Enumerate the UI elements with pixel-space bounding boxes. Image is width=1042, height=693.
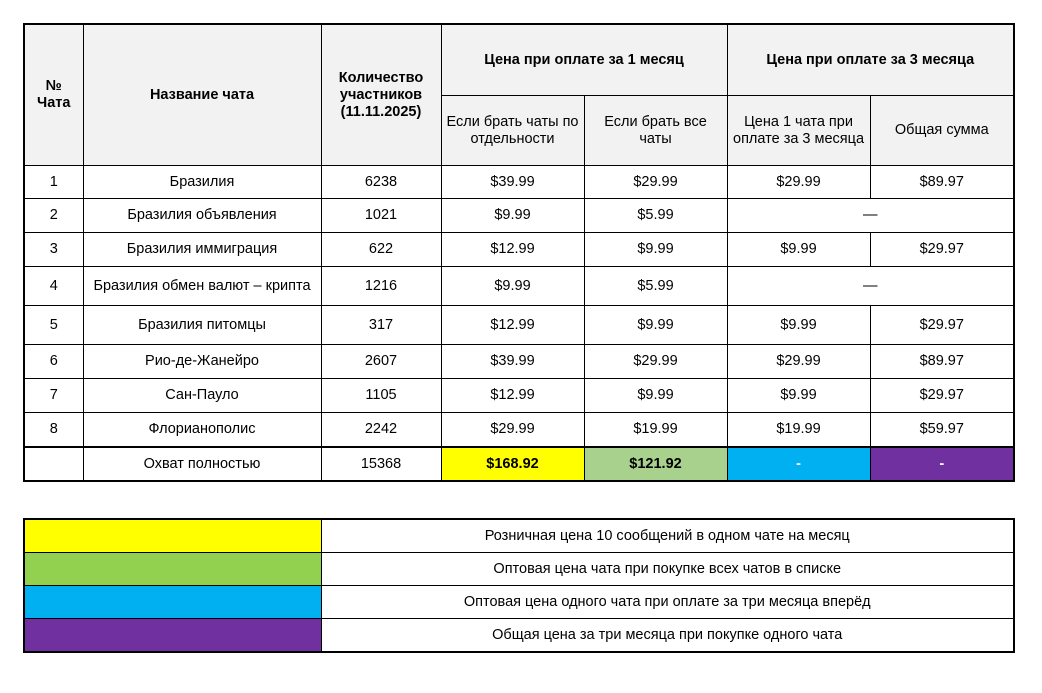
header-month3: Цена при оплате за 3 месяца <box>727 24 1014 96</box>
cell-not-available: — <box>727 199 1014 233</box>
table-row <box>24 345 1014 379</box>
total-count: 15368 <box>321 447 441 481</box>
header-name: Название чата <box>83 24 321 166</box>
header-row-1 <box>24 24 1014 96</box>
cell-total: $29.97 <box>870 379 1014 413</box>
legend-row <box>24 553 1014 586</box>
cell-separate: $12.99 <box>441 379 584 413</box>
cell-one3: $29.99 <box>727 345 870 379</box>
table-row <box>24 379 1014 413</box>
legend-row <box>24 519 1014 553</box>
cell-num: 5 <box>24 306 83 345</box>
cell-one3: $19.99 <box>727 413 870 448</box>
cell-separate: $9.99 <box>441 199 584 233</box>
header-one3: Цена 1 чата при оплате за 3 месяца <box>727 96 870 166</box>
cell-count: 1216 <box>321 267 441 306</box>
legend-text: Оптовая цена чата при покупке всех чатов в списке <box>321 553 1014 586</box>
header-separate: Если брать чаты по отдельности <box>441 96 584 166</box>
cell-count: 317 <box>321 306 441 345</box>
cell-one3: $9.99 <box>727 306 870 345</box>
cell-all: $9.99 <box>584 306 727 345</box>
cell-separate: $12.99 <box>441 233 584 267</box>
cell-all: $9.99 <box>584 233 727 267</box>
legend-row <box>24 586 1014 619</box>
header-num: № Чата <box>24 24 83 166</box>
total-name: Охват полностью <box>83 447 321 481</box>
cell-name: Рио-де-Жанейро <box>83 345 321 379</box>
header-count: Количество участников (11.11.2025) <box>321 24 441 166</box>
cell-one3: $29.99 <box>727 166 870 199</box>
cell-count: 2607 <box>321 345 441 379</box>
cell-name: Флорианополис <box>83 413 321 448</box>
total-all: $121.92 <box>584 447 727 481</box>
total-one3: - <box>727 447 870 481</box>
total-num <box>24 447 83 481</box>
total-total: - <box>870 447 1014 481</box>
cell-separate: $29.99 <box>441 413 584 448</box>
legend-swatch-blue <box>24 586 321 619</box>
header-total: Общая сумма <box>870 96 1014 166</box>
legend-table <box>23 518 1015 653</box>
cell-count: 2242 <box>321 413 441 448</box>
cell-separate: $12.99 <box>441 306 584 345</box>
cell-separate: $39.99 <box>441 166 584 199</box>
cell-total: $29.97 <box>870 306 1014 345</box>
cell-all: $5.99 <box>584 267 727 306</box>
cell-separate: $39.99 <box>441 345 584 379</box>
header-all: Если брать все чаты <box>584 96 727 166</box>
price-table <box>23 23 1015 482</box>
table-row <box>24 413 1014 448</box>
cell-one3: $9.99 <box>727 233 870 267</box>
table-row <box>24 306 1014 345</box>
cell-num: 3 <box>24 233 83 267</box>
cell-total: $59.97 <box>870 413 1014 448</box>
cell-count: 1105 <box>321 379 441 413</box>
total-separate: $168.92 <box>441 447 584 481</box>
cell-all: $19.99 <box>584 413 727 448</box>
cell-all: $9.99 <box>584 379 727 413</box>
cell-name: Сан-Пауло <box>83 379 321 413</box>
cell-name: Бразилия иммиграция <box>83 233 321 267</box>
cell-count: 6238 <box>321 166 441 199</box>
legend-swatch-green <box>24 553 321 586</box>
cell-count: 1021 <box>321 199 441 233</box>
cell-total: $89.97 <box>870 345 1014 379</box>
cell-name: Бразилия питомцы <box>83 306 321 345</box>
cell-name: Бразилия объявления <box>83 199 321 233</box>
cell-name: Бразилия <box>83 166 321 199</box>
cell-count: 622 <box>321 233 441 267</box>
legend-text: Розничная цена 10 сообщений в одном чате на месяц <box>321 519 1014 553</box>
cell-total: $29.97 <box>870 233 1014 267</box>
cell-num: 6 <box>24 345 83 379</box>
table-row <box>24 267 1014 306</box>
cell-total: $89.97 <box>870 166 1014 199</box>
total-row <box>24 447 1014 481</box>
legend-row <box>24 619 1014 653</box>
table-row <box>24 233 1014 267</box>
cell-not-available: — <box>727 267 1014 306</box>
cell-num: 7 <box>24 379 83 413</box>
cell-one3: $9.99 <box>727 379 870 413</box>
cell-num: 8 <box>24 413 83 448</box>
table-row <box>24 199 1014 233</box>
cell-all: $5.99 <box>584 199 727 233</box>
cell-separate: $9.99 <box>441 267 584 306</box>
cell-num: 4 <box>24 267 83 306</box>
header-month1: Цена при оплате за 1 месяц <box>441 24 727 96</box>
legend-text: Оптовая цена одного чата при оплате за три месяца вперёд <box>321 586 1014 619</box>
cell-all: $29.99 <box>584 345 727 379</box>
legend-swatch-yellow <box>24 519 321 553</box>
legend-swatch-purple <box>24 619 321 653</box>
legend-text: Общая цена за три месяца при покупке одного чата <box>321 619 1014 653</box>
cell-all: $29.99 <box>584 166 727 199</box>
cell-num: 1 <box>24 166 83 199</box>
cell-num: 2 <box>24 199 83 233</box>
cell-name: Бразилия обмен валют – крипта <box>83 267 321 306</box>
table-row <box>24 166 1014 199</box>
